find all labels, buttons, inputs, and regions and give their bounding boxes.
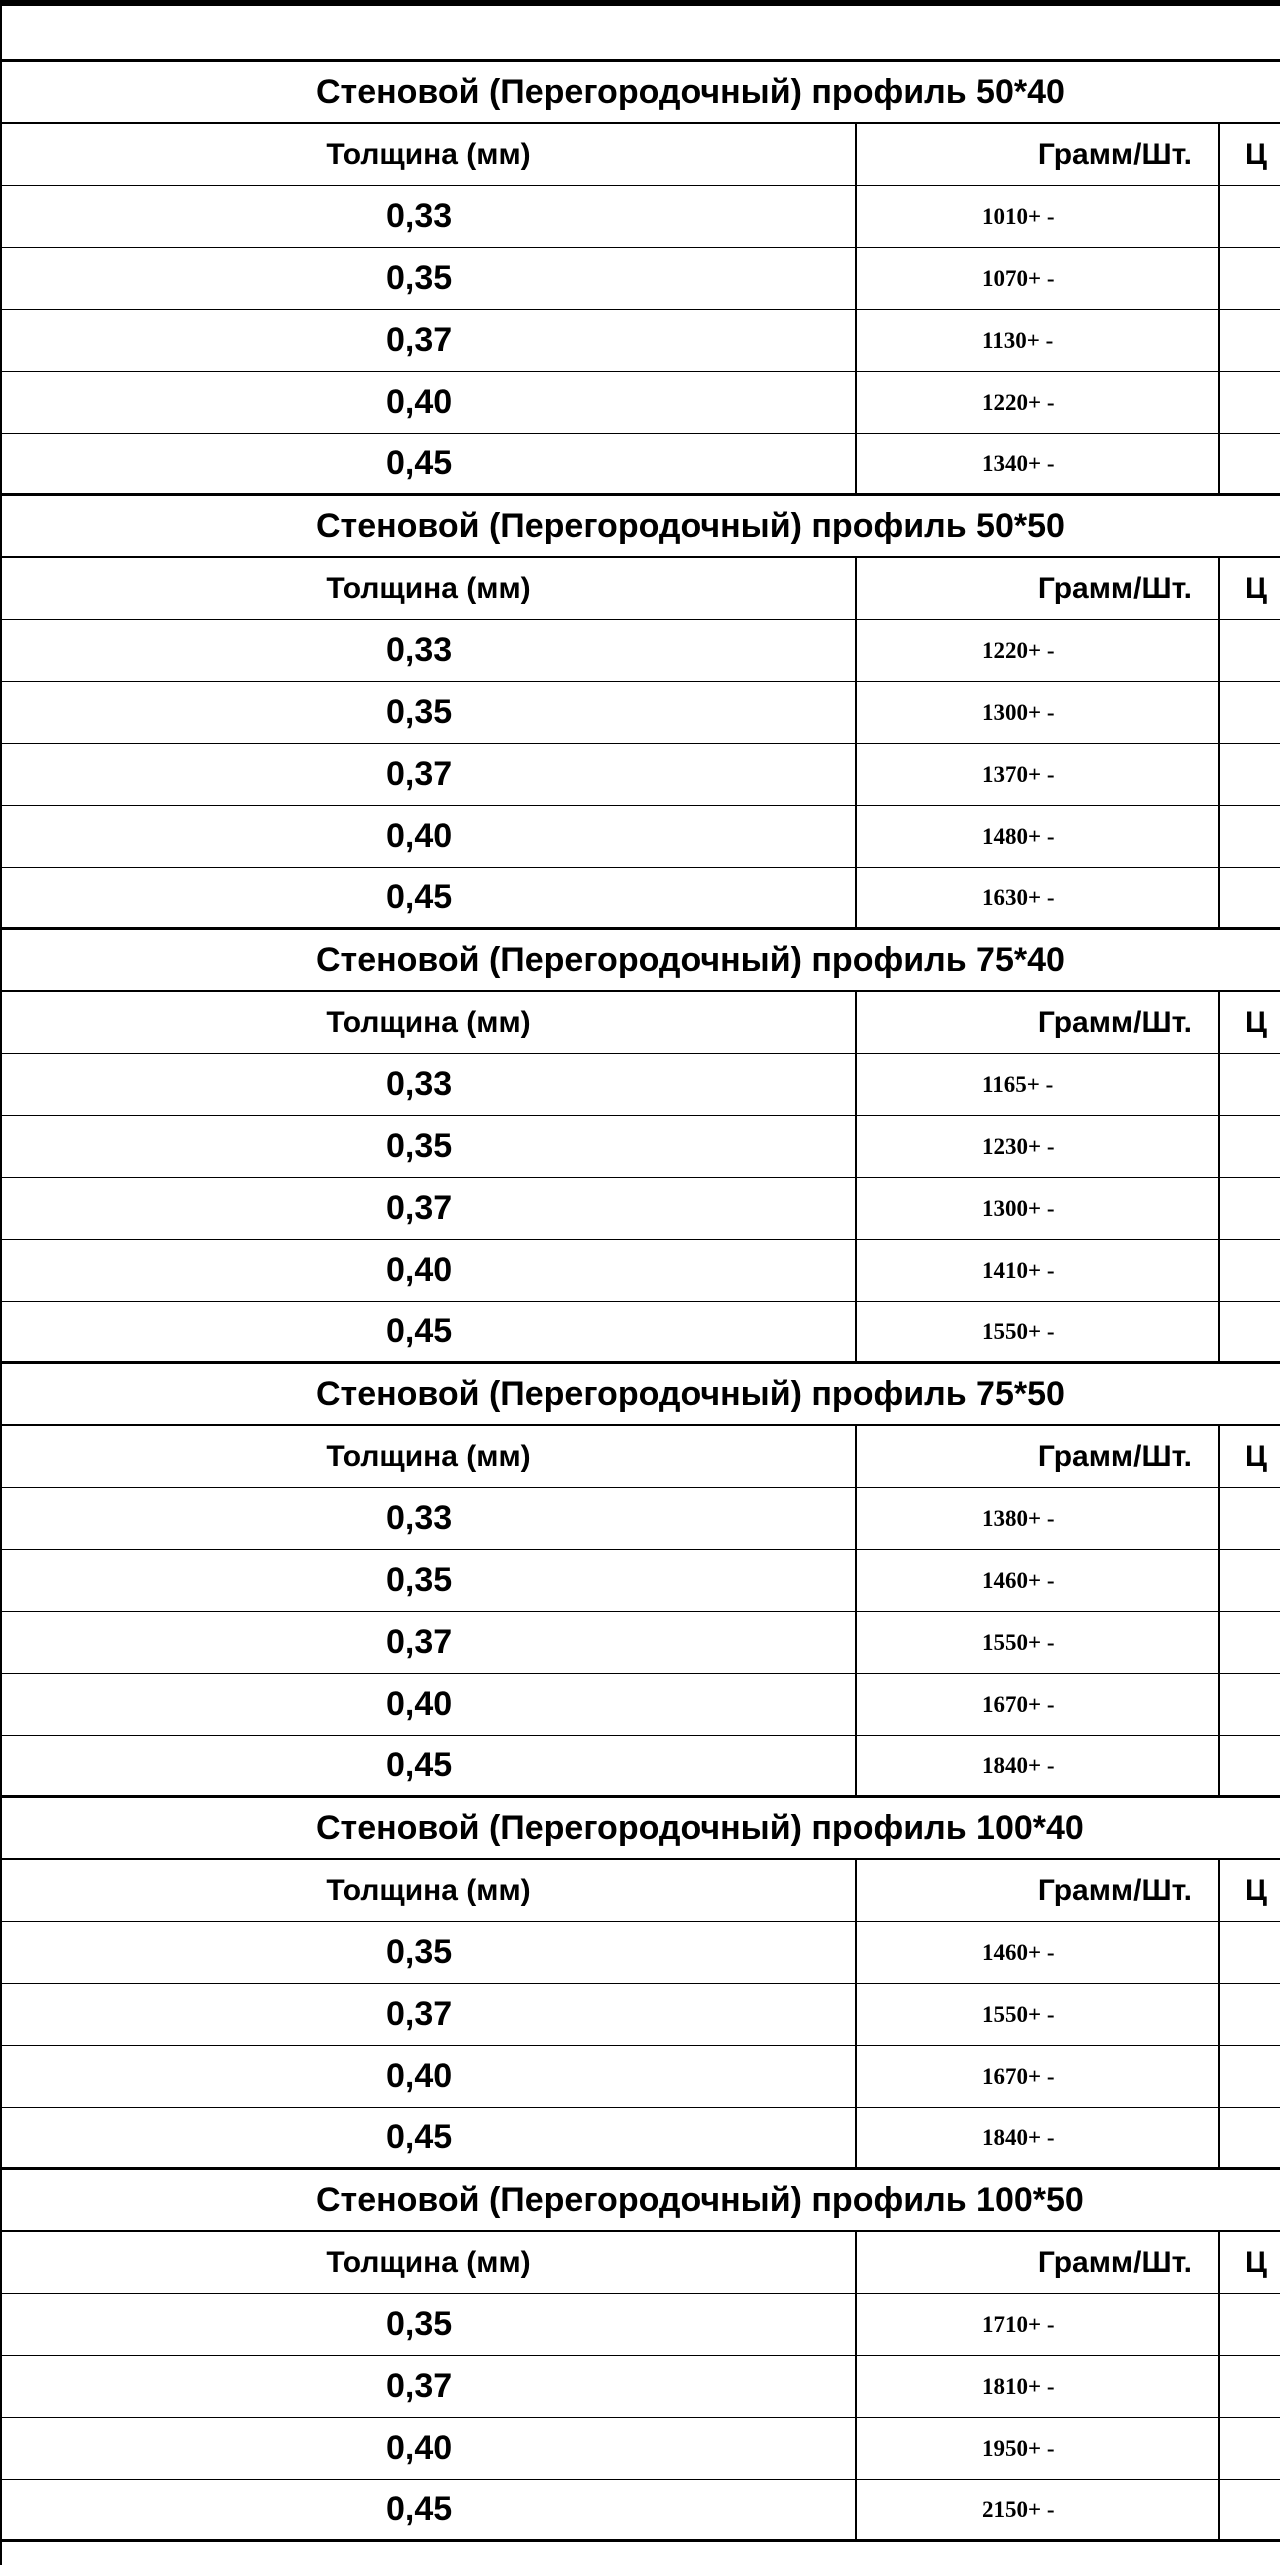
weight-cell: 1840+ - — [855, 2108, 1218, 2167]
weight-header: Грамм/Шт. — [855, 124, 1218, 185]
section-title: Стеновой (Перегородочный) профиль 50*50 — [316, 507, 1065, 545]
thickness-cell: 0,37 — [386, 1995, 453, 2033]
header-row — [2, 124, 1280, 186]
price-cell — [1218, 1984, 1280, 2045]
table-row — [2, 1302, 1280, 1364]
thickness-cell: 0,33 — [386, 197, 453, 235]
table-row — [2, 434, 1280, 496]
thickness-cell: 0,35 — [386, 693, 453, 731]
table-row — [2, 248, 1280, 310]
price-cell — [1218, 1550, 1280, 1611]
thickness-header: Толщина (мм) — [326, 571, 531, 605]
weight-cell: 1130+ - — [855, 310, 1218, 371]
thickness-header: Толщина (мм) — [326, 2245, 531, 2279]
price-cell — [1218, 1302, 1280, 1361]
price-cell — [1218, 434, 1280, 493]
weight-header: Грамм/Шт. — [855, 1426, 1218, 1487]
weight-cell: 1340+ - — [855, 434, 1218, 493]
table-row — [2, 1240, 1280, 1302]
table-row — [2, 1674, 1280, 1736]
section-title-row — [2, 62, 1280, 124]
table-row — [2, 2046, 1280, 2108]
header-row — [2, 1860, 1280, 1922]
profile-section — [2, 62, 1280, 496]
thickness-cell: 0,35 — [386, 1933, 453, 1971]
price-header: Ц — [1218, 992, 1280, 1053]
table-row — [2, 744, 1280, 806]
header-row — [2, 2232, 1280, 2294]
table-row — [2, 1736, 1280, 1798]
weight-cell: 1010+ - — [855, 186, 1218, 247]
thickness-cell: 0,45 — [386, 1746, 453, 1784]
weight-cell: 1550+ - — [855, 1984, 1218, 2045]
thickness-cell: 0,37 — [386, 321, 453, 359]
weight-cell: 1480+ - — [855, 806, 1218, 867]
table-row — [2, 2480, 1280, 2542]
header-row — [2, 992, 1280, 1054]
price-cell — [1218, 1922, 1280, 1983]
weight-cell: 1300+ - — [855, 1178, 1218, 1239]
section-title-row — [2, 496, 1280, 558]
thickness-cell: 0,35 — [386, 1127, 453, 1165]
thickness-cell: 0,45 — [386, 878, 453, 916]
price-header: Ц — [1218, 1426, 1280, 1487]
header-row — [2, 1426, 1280, 1488]
thickness-cell: 0,40 — [386, 1685, 453, 1723]
thickness-header: Толщина (мм) — [326, 137, 531, 171]
thickness-header: Толщина (мм) — [326, 1439, 531, 1473]
weight-cell: 1670+ - — [855, 2046, 1218, 2107]
thickness-header: Толщина (мм) — [326, 1873, 531, 1907]
price-cell — [1218, 2356, 1280, 2417]
profile-section — [2, 1798, 1280, 2170]
price-cell — [1218, 248, 1280, 309]
weight-cell: 1370+ - — [855, 744, 1218, 805]
table-row — [2, 1612, 1280, 1674]
section-title: Стеновой (Перегородочный) профиль 100*50 — [316, 2181, 1084, 2219]
weight-cell: 1230+ - — [855, 1116, 1218, 1177]
weight-cell: 1380+ - — [855, 1488, 1218, 1549]
thickness-cell: 0,45 — [386, 2490, 453, 2528]
weight-cell: 1630+ - — [855, 868, 1218, 927]
table-row — [2, 806, 1280, 868]
table-row — [2, 682, 1280, 744]
weight-cell: 1950+ - — [855, 2418, 1218, 2479]
price-cell — [1218, 2480, 1280, 2539]
table-row — [2, 310, 1280, 372]
table-row — [2, 1984, 1280, 2046]
empty-top-row — [2, 0, 1280, 62]
thickness-cell: 0,40 — [386, 2429, 453, 2467]
thickness-cell: 0,33 — [386, 631, 453, 669]
thickness-cell: 0,40 — [386, 383, 453, 421]
price-cell — [1218, 2418, 1280, 2479]
thickness-cell: 0,40 — [386, 2057, 453, 2095]
weight-cell: 1220+ - — [855, 372, 1218, 433]
table-row — [2, 2294, 1280, 2356]
table-row — [2, 1922, 1280, 1984]
weight-header: Грамм/Шт. — [855, 558, 1218, 619]
weight-cell: 1460+ - — [855, 1922, 1218, 1983]
profile-section — [2, 930, 1280, 1364]
weight-cell: 1460+ - — [855, 1550, 1218, 1611]
thickness-cell: 0,37 — [386, 1623, 453, 1661]
section-title: Стеновой (Перегородочный) профиль 100*40 — [316, 1809, 1084, 1847]
thickness-header: Толщина (мм) — [326, 1005, 531, 1039]
header-row — [2, 558, 1280, 620]
thickness-cell: 0,35 — [386, 259, 453, 297]
price-cell — [1218, 1674, 1280, 1735]
price-cell — [1218, 1116, 1280, 1177]
price-cell — [1218, 1612, 1280, 1673]
thickness-cell: 0,37 — [386, 755, 453, 793]
profile-section — [2, 1364, 1280, 1798]
price-cell — [1218, 620, 1280, 681]
table-row — [2, 1116, 1280, 1178]
section-title-row — [2, 1798, 1280, 1860]
section-title: Стеновой (Перегородочный) профиль 50*40 — [316, 73, 1065, 111]
weight-cell: 1670+ - — [855, 1674, 1218, 1735]
thickness-cell: 0,37 — [386, 1189, 453, 1227]
price-cell — [1218, 310, 1280, 371]
table-row — [2, 1550, 1280, 1612]
weight-cell: 1220+ - — [855, 620, 1218, 681]
thickness-cell: 0,35 — [386, 1561, 453, 1599]
weight-cell: 1550+ - — [855, 1612, 1218, 1673]
price-cell — [1218, 1736, 1280, 1795]
thickness-cell: 0,45 — [386, 2118, 453, 2156]
section-title-row — [2, 1364, 1280, 1426]
price-cell — [1218, 2108, 1280, 2167]
price-header: Ц — [1218, 1860, 1280, 1921]
price-cell — [1218, 1054, 1280, 1115]
price-header: Ц — [1218, 124, 1280, 185]
thickness-cell: 0,37 — [386, 2367, 453, 2405]
table-row — [2, 2108, 1280, 2170]
table-row — [2, 2418, 1280, 2480]
price-header: Ц — [1218, 558, 1280, 619]
price-cell — [1218, 186, 1280, 247]
weight-cell: 1840+ - — [855, 1736, 1218, 1795]
section-title-row — [2, 2170, 1280, 2232]
weight-header: Грамм/Шт. — [855, 1860, 1218, 1921]
price-cell — [1218, 2046, 1280, 2107]
price-cell — [1218, 1488, 1280, 1549]
thickness-cell: 0,40 — [386, 817, 453, 855]
thickness-cell: 0,35 — [386, 2305, 453, 2343]
weight-cell: 1810+ - — [855, 2356, 1218, 2417]
weight-cell: 1550+ - — [855, 1302, 1218, 1361]
price-cell — [1218, 806, 1280, 867]
thickness-cell: 0,45 — [386, 1312, 453, 1350]
table-row — [2, 186, 1280, 248]
table-row — [2, 1178, 1280, 1240]
table-row — [2, 868, 1280, 930]
thickness-cell: 0,33 — [386, 1499, 453, 1537]
price-cell — [1218, 744, 1280, 805]
weight-cell: 2150+ - — [855, 2480, 1218, 2539]
section-title-row — [2, 930, 1280, 992]
table-row — [2, 2356, 1280, 2418]
thickness-cell: 0,40 — [386, 1251, 453, 1289]
price-cell — [1218, 372, 1280, 433]
weight-cell: 1165+ - — [855, 1054, 1218, 1115]
price-cell — [1218, 868, 1280, 927]
table-row — [2, 1488, 1280, 1550]
price-cell — [1218, 2294, 1280, 2355]
profile-section — [2, 2170, 1280, 2542]
price-cell — [1218, 1240, 1280, 1301]
section-title: Стеновой (Перегородочный) профиль 75*40 — [316, 941, 1065, 979]
table-row — [2, 372, 1280, 434]
section-title: Стеновой (Перегородочный) профиль 75*50 — [316, 1375, 1065, 1413]
weight-header: Грамм/Шт. — [855, 2232, 1218, 2293]
weight-cell: 1300+ - — [855, 682, 1218, 743]
price-cell — [1218, 682, 1280, 743]
weight-cell: 1410+ - — [855, 1240, 1218, 1301]
price-header: Ц — [1218, 2232, 1280, 2293]
profile-section — [2, 496, 1280, 930]
table-row — [2, 620, 1280, 682]
price-cell — [1218, 1178, 1280, 1239]
thickness-cell: 0,45 — [386, 444, 453, 482]
table-row — [2, 1054, 1280, 1116]
weight-cell: 1070+ - — [855, 248, 1218, 309]
weight-header: Грамм/Шт. — [855, 992, 1218, 1053]
thickness-cell: 0,33 — [386, 1065, 453, 1103]
weight-cell: 1710+ - — [855, 2294, 1218, 2355]
